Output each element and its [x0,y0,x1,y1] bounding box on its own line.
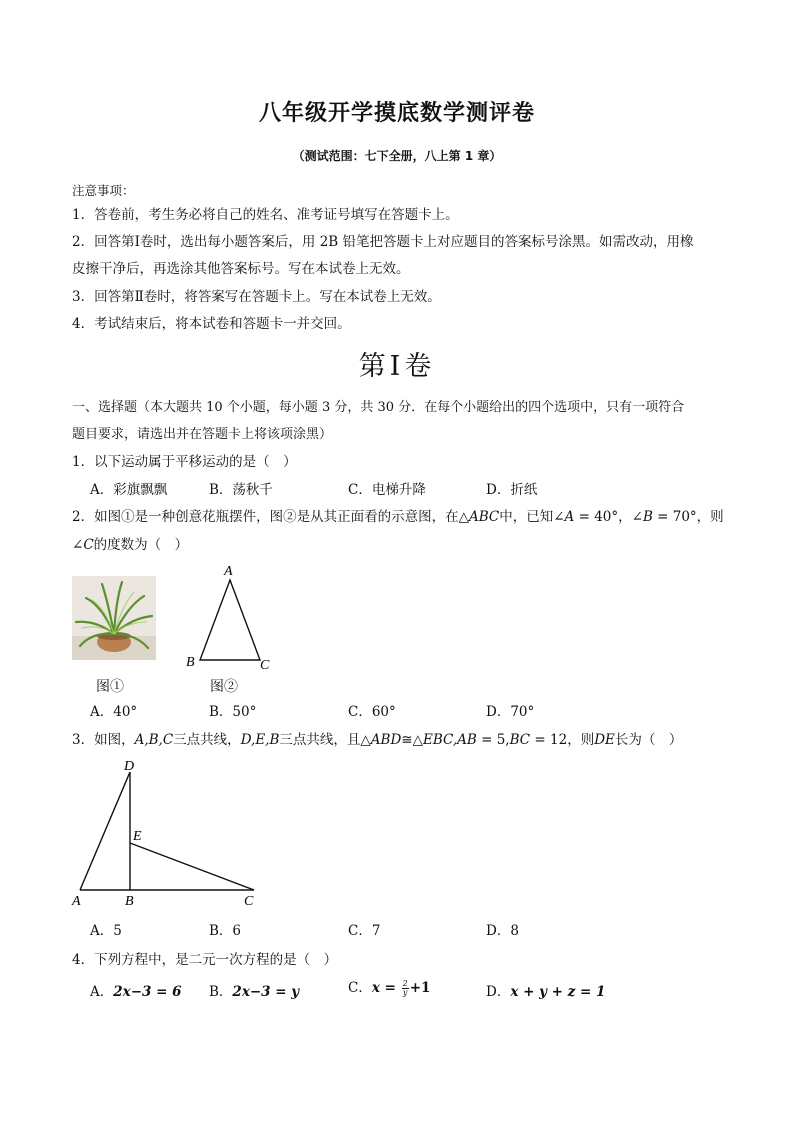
volume-heading: 第Ⅰ卷 [358,351,436,382]
note-item-2: 2．回答第Ⅰ卷时，选出每小题答案后，用 2B 铅笔把答题卡上对应题目的答案标号涂黑。如需改动，用橡 [72,234,694,250]
segment-ec [130,843,254,890]
question-1-option-c: C．电梯升降 [348,482,426,498]
question-4-stem: 4．下列方程中，是二元一次方程的是（ ） [72,952,338,968]
question-3-stem: 3．如图，A,B,C三点共线，D,E,B三点共线，且△ABD≅△EBC,AB = 5,BC = 12，则DE长为（ ） [72,732,683,748]
question-1-option-a: A．彩旗飘飘 [90,482,168,498]
question-4-option-c: C．x = $\frac{2}{y}+1$ [348,979,431,997]
question-1-option-b: B．荡秋千 [209,482,273,498]
vertex-label-a: A [224,564,233,579]
segment-ad [80,772,130,890]
exam-subtitle: （测试范围：七下全册，八上第 1 章） [292,149,502,163]
question-1-option-d: D．折纸 [486,482,538,498]
question-3-option-d: D．8 [486,923,519,939]
question-4-option-d: D．x + y + z = 1 [486,984,606,1000]
question-1-stem: 1．以下运动属于平移运动的是（ ） [72,454,297,470]
fraction-2-over-y: $\frac{2}{y}$ [402,979,408,997]
triangle-abc [200,580,260,660]
figure-1-label: 图① [96,679,124,695]
question-3-option-b: B．6 [209,923,242,939]
point-label-e: E [133,829,142,844]
question-4-option-a: A．2x−3 = 6 [90,984,182,1000]
point-label-a: A [72,894,81,909]
section-instructions-line1: 一、选择题（本大题共 10 个小题，每小题 3 分，共 30 分．在每个小题给出的四个选项中，只有一项符合 [72,400,685,415]
figure-2-label: 图② [210,679,238,695]
section-instructions-line2: 题目要求，请选出并在答题卡上将该项涂黑） [72,427,333,442]
spider-plant-image [72,576,156,660]
question-2-option-d: D．70° [486,704,535,720]
vertex-label-b: B [186,655,195,670]
vertex-label-c: C [260,658,270,673]
question-3-option-a: A．5 [90,923,122,939]
question-2-stem-line2: ∠C的度数为（ ） [72,537,189,553]
triangle-abd-ebc-figure [66,755,266,915]
question-3-option-c: C．7 [348,923,381,939]
point-label-d: D [124,759,135,774]
notes-heading: 注意事项： [72,183,135,198]
question-2-option-c: C．60° [348,704,396,720]
note-item-1: 1．答卷前，考生务必将自己的姓名、准考证号填写在答题卡上。 [72,207,459,223]
point-label-c: C [244,894,254,909]
question-2-stem-line1: 2．如图①是一种创意花瓶摆件，图②是从其正面看的示意图，在△ABC中，已知∠A = 40°，∠B = 70°，则 [72,509,724,525]
note-item-2-cont: 皮擦干净后，再选涂其他答案标号。写在本试卷上无效。 [72,261,410,277]
question-2-option-a: A．40° [90,704,138,720]
question-2-option-b: B．50° [209,704,257,720]
note-item-4: 4．考试结束后，将本试卷和答题卡一并交回。 [72,316,351,332]
note-item-3: 3．回答第Ⅱ卷时，将答案写在答题卡上。写在本试卷上无效。 [72,289,441,305]
triangle-abc-figure [180,560,280,675]
question-4-option-b: B．2x−3 = y [209,984,300,1000]
point-label-b: B [125,894,134,909]
exam-title: 八年级开学摸底数学测评卷 [258,101,535,126]
